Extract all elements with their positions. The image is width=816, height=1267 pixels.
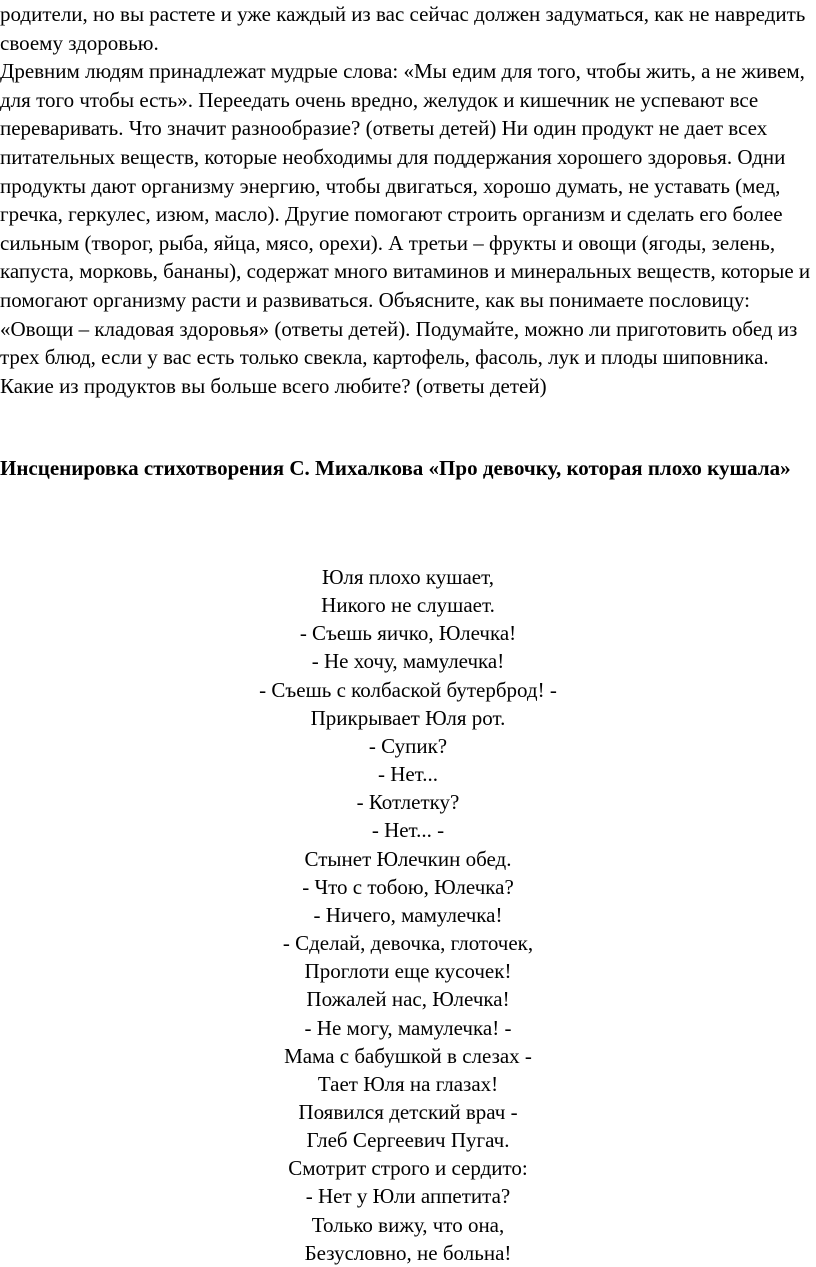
poem-line: Появился детский врач -: [298, 1099, 518, 1124]
poem-line: - Съешь яичко, Юлечка!: [299, 621, 517, 646]
poem-line: - Котлетку?: [356, 790, 460, 815]
poem-line: Тает Юля на глазах!: [317, 1071, 499, 1096]
poem-line: - Ничего, мамулечка!: [313, 902, 503, 927]
poem-line: Проглоти еще кусочек!: [304, 959, 512, 984]
poem-line: Пожалей нас, Юлечка!: [306, 987, 510, 1012]
poem-line: Мама с бабушкой в слезах -: [284, 1043, 532, 1068]
poem-line: Безусловно, не больна!: [304, 1240, 512, 1265]
poem-line: Никого не слушает.: [321, 593, 495, 618]
poem-line: - Нет у Юли аппетита?: [305, 1184, 511, 1209]
poem-line: Прикрывает Юля рот.: [310, 705, 506, 730]
prose-block: [0, 0, 816, 400]
paragraph-nutrition: Древним людям принадлежат мудрые слова: «Мы едим для того, чтобы жить, а не живем, для того чтобы есть». Переедать очень вредно, желудок и кишечник не успевают все переваривать. Что значит разнообразие? (ответы детей) Ни один продукт не дает всех питательных веществ, которые необходимы для поддержания хорошего здоровья. Одни продукты дают организму энергию, чтобы двигаться, хорошо думать, не уставать (мед, гречка, геркулес, изюм, масло). Другие помогают строить организм и сделать его более сильным (творог, рыба, яйца, мясо, орехи). А третьи – фрукты и овощи (ягоды, зелень, капуста, морковь, бананы), содержат много витаминов и минеральных веществ, которые и помогают организму расти и развиваться. Объясните, как вы понимаете пословицу: «Овощи – кладовая здоровья» (ответы детей). Подумайте, можно ли приготовить обед из трех блюд, если у вас есть только свекла, картофель, фасоль, лук и плоды шиповника. Какие из продуктов вы больше всего любите? (ответы детей): [0, 59, 811, 398]
poem-line: - Супик?: [368, 733, 448, 758]
poem-line: Только вижу, что она,: [311, 1212, 505, 1237]
paragraph-intro: родители, но вы растете и уже каждый из вас сейчас должен задуматься, как не навредить своему здоровью.: [0, 2, 806, 55]
poem: [0, 563, 816, 1267]
poem-line: - Не хочу, мамулечка!: [311, 649, 505, 674]
poem-line: - Не могу, мамулечка! -: [304, 1015, 512, 1040]
poem-line: - Сделай, девочка, глоточек,: [282, 931, 534, 956]
poem-line: - Нет...: [377, 762, 439, 787]
poem-line: - Съешь с колбаской бутерброд! -: [259, 677, 557, 702]
poem-line: Стынет Юлечкин обед.: [304, 846, 512, 871]
poem-line: Юля плохо кушает,: [322, 565, 494, 589]
poem-line: - Что с тобою, Юлечка?: [302, 874, 514, 899]
poem-line: Глеб Сергеевич Пугач.: [306, 1128, 510, 1153]
poem-line: - Нет... -: [371, 818, 445, 843]
section-heading: Инсценировка стихотворения С. Михалкова «Про девочку, которая плохо кушала»: [0, 456, 791, 480]
poem-line: Смотрит строго и сердито:: [288, 1156, 528, 1181]
